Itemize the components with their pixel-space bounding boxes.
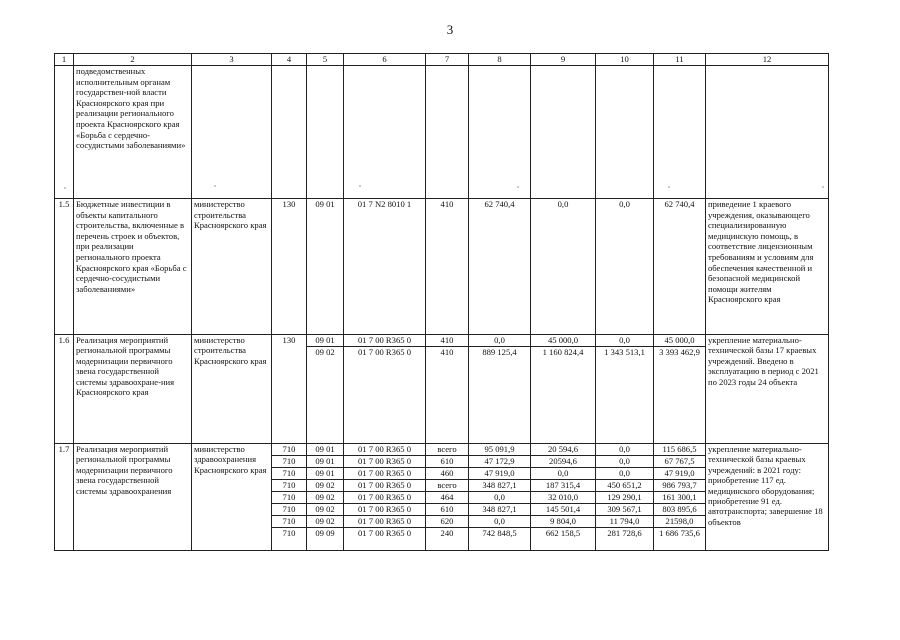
- continuation-row: [55, 66, 829, 199]
- grbs-code: 710: [272, 468, 307, 480]
- amount-total: 45 000,0: [654, 335, 706, 347]
- amount-2022: 9 804,0: [531, 516, 596, 528]
- amount-2023: 11 794,0: [596, 516, 654, 528]
- activity-name: Бюджетные инвестиции в объекты капитального строительства, включенные в перечень строек и объектов, при реализации регионального проекта Красноярского края «Борьба с сердечно-сосудистыми заболеваниями»: [74, 199, 192, 335]
- amount-2021: 47 172,9: [469, 456, 531, 468]
- grbs-code: 710: [272, 492, 307, 504]
- grbs-code: 130: [272, 335, 307, 444]
- vr-code: 610: [426, 504, 469, 516]
- amount-2023: 0,0: [596, 444, 654, 456]
- csr-code: 01 7 N2 8010 1: [344, 199, 426, 335]
- amount-2021: 0,0: [469, 516, 531, 528]
- amount-2022: 662 158,5: [531, 528, 596, 551]
- page-number: 3: [446, 22, 454, 37]
- table-row-1-7: [55, 444, 829, 456]
- amount-2023: 309 567,1: [596, 504, 654, 516]
- grbs-code: 710: [272, 444, 307, 456]
- amount-2022: 1 160 824,4: [531, 347, 596, 444]
- scan-speck: [668, 186, 670, 188]
- col-header-10: 10: [596, 54, 654, 66]
- grbs-code: 710: [272, 504, 307, 516]
- amount-2022: 187 315,4: [531, 480, 596, 492]
- scan-speck: [517, 186, 519, 188]
- col-header-9: 9: [531, 54, 596, 66]
- rzpr-code: 09 02: [307, 504, 344, 516]
- rzpr-code: 09 01: [307, 199, 344, 335]
- executor: министерство здравоохранения Красноярского края: [192, 444, 272, 551]
- amount-2023: 129 290,1: [596, 492, 654, 504]
- vr-code: 240: [426, 528, 469, 551]
- amount-2023: 0,0: [596, 335, 654, 347]
- vr-code: 410: [426, 335, 469, 347]
- csr-code: 01 7 00 R365 0: [344, 504, 426, 516]
- grbs-code: 710: [272, 528, 307, 551]
- csr-code: 01 7 00 R365 0: [344, 468, 426, 480]
- row-number: 1.5: [55, 199, 74, 335]
- activity-name: Реализация мероприятий региональной программы модернизации первичного звена государственной системы здравоохране-ния Красноярского края: [74, 335, 192, 444]
- amount-total: 161 300,1: [654, 492, 706, 504]
- scan-speck: [822, 186, 824, 188]
- col-header-4: 4: [272, 54, 307, 66]
- row-number: 1.6: [55, 335, 74, 444]
- expected-result: приведение 1 краевого учреждения, оказывающего специализированную медицинскую помощь, в соответствие лицензионным требованиям и условиям для обеспечения качественной и безопасной медицинской помощи жителям Красноярского края: [706, 199, 829, 335]
- executor: министерство строительства Красноярского края: [192, 335, 272, 444]
- vr-code: 620: [426, 516, 469, 528]
- grbs-code: 710: [272, 480, 307, 492]
- vr-code: 410: [426, 199, 469, 335]
- rzpr-code: 09 02: [307, 480, 344, 492]
- col-header-7: 7: [426, 54, 469, 66]
- amount-total: 3 393 462,9: [654, 347, 706, 444]
- amount-2021: 0,0: [469, 335, 531, 347]
- col-header-5: 5: [307, 54, 344, 66]
- vr-code: 460: [426, 468, 469, 480]
- amount-total: 115 686,5: [654, 444, 706, 456]
- col-header-6: 6: [344, 54, 426, 66]
- activity-name-cont: подведомственных исполнительным органам государствен-ной власти Красноярского края при реализации регионального проекта Красноярского края «Борьба с сердечно-сосудистыми заболеваниями»: [74, 66, 192, 199]
- rzpr-code: 09 01: [307, 456, 344, 468]
- program-activities-table: [54, 53, 829, 551]
- amount-2021: 0,0: [469, 492, 531, 504]
- expected-result: укрепление материально-технической базы краевых учреждений: в 2021 году: приобретение 117 ед. медицинского оборудования; приобретение 91 ед. автотранспорта; завершение 18 объектов: [706, 444, 829, 551]
- vr-code: 410: [426, 347, 469, 444]
- amount-2023: 281 728,6: [596, 528, 654, 551]
- amount-total: 1 686 735,6: [654, 528, 706, 551]
- col-header-12: 12: [706, 54, 829, 66]
- csr-code: 01 7 00 R365 0: [344, 528, 426, 551]
- amount-2021: 742 848,5: [469, 528, 531, 551]
- rzpr-code: 09 02: [307, 516, 344, 528]
- row-number: 1.7: [55, 444, 74, 551]
- amount-2023: 450 651,2: [596, 480, 654, 492]
- amount-2022: 145 501,4: [531, 504, 596, 516]
- amount-2021: 47 919,0: [469, 468, 531, 480]
- scan-speck: [214, 185, 216, 187]
- grbs-code: 130: [272, 199, 307, 335]
- csr-code: 01 7 00 R365 0: [344, 480, 426, 492]
- amount-2022: 20 594,6: [531, 444, 596, 456]
- amount-2021: 95 091,9: [469, 444, 531, 456]
- grbs-code: 710: [272, 516, 307, 528]
- activity-name: Реализация мероприятий региональной программы модернизации первичного звена государственной системы здравоохранения: [74, 444, 192, 551]
- csr-code: 01 7 00 R365 0: [344, 492, 426, 504]
- table-row-1-5: [55, 199, 829, 335]
- column-number-row: [55, 54, 829, 66]
- rzpr-code: 09 02: [307, 347, 344, 444]
- amount-total: 67 767,5: [654, 456, 706, 468]
- rzpr-code: 09 01: [307, 468, 344, 480]
- scan-speck: [64, 187, 66, 189]
- amount-2023: 1 343 513,1: [596, 347, 654, 444]
- scan-speck: [359, 185, 361, 187]
- col-header-3: 3: [192, 54, 272, 66]
- csr-code: 01 7 00 R365 0: [344, 516, 426, 528]
- amount-total: 47 919,0: [654, 468, 706, 480]
- amount-2021: 889 125,4: [469, 347, 531, 444]
- amount-2021: 62 740,4: [469, 199, 531, 335]
- rzpr-code: 09 09: [307, 528, 344, 551]
- rzpr-code: 09 01: [307, 444, 344, 456]
- col-header-11: 11: [654, 54, 706, 66]
- table-row-1-6: [55, 335, 829, 347]
- vr-code: 610: [426, 456, 469, 468]
- csr-code: 01 7 00 R365 0: [344, 347, 426, 444]
- rzpr-code: 09 01: [307, 335, 344, 347]
- amount-2022: 32 010,0: [531, 492, 596, 504]
- grbs-code: 710: [272, 456, 307, 468]
- expected-result: укрепление материально-технической базы 17 краевых учреждений. Введено в эксплуатацию в период с 2021 по 2023 годы 24 объекта: [706, 335, 829, 444]
- vr-code: всего: [426, 444, 469, 456]
- amount-2022: 20594,6: [531, 456, 596, 468]
- amount-2021: 348 827,1: [469, 480, 531, 492]
- csr-code: 01 7 00 R365 0: [344, 456, 426, 468]
- amount-2021: 348 827,1: [469, 504, 531, 516]
- amount-2023: 0,0: [596, 199, 654, 335]
- executor: министерство строительства Красноярского края: [192, 199, 272, 335]
- amount-total: 62 740,4: [654, 199, 706, 335]
- amount-2023: 0,0: [596, 456, 654, 468]
- amount-2022: 0,0: [531, 199, 596, 335]
- vr-code: 464: [426, 492, 469, 504]
- amount-total: 21598,0: [654, 516, 706, 528]
- csr-code: 01 7 00 R365 0: [344, 444, 426, 456]
- csr-code: 01 7 00 R365 0: [344, 335, 426, 347]
- amount-2023: 0,0: [596, 468, 654, 480]
- vr-code: всего: [426, 480, 469, 492]
- col-header-1: 1: [55, 54, 74, 66]
- amount-total: 803 895,6: [654, 504, 706, 516]
- col-header-2: 2: [74, 54, 192, 66]
- amount-total: 986 793,7: [654, 480, 706, 492]
- col-header-8: 8: [469, 54, 531, 66]
- amount-2022: 0,0: [531, 468, 596, 480]
- rzpr-code: 09 02: [307, 492, 344, 504]
- amount-2022: 45 000,0: [531, 335, 596, 347]
